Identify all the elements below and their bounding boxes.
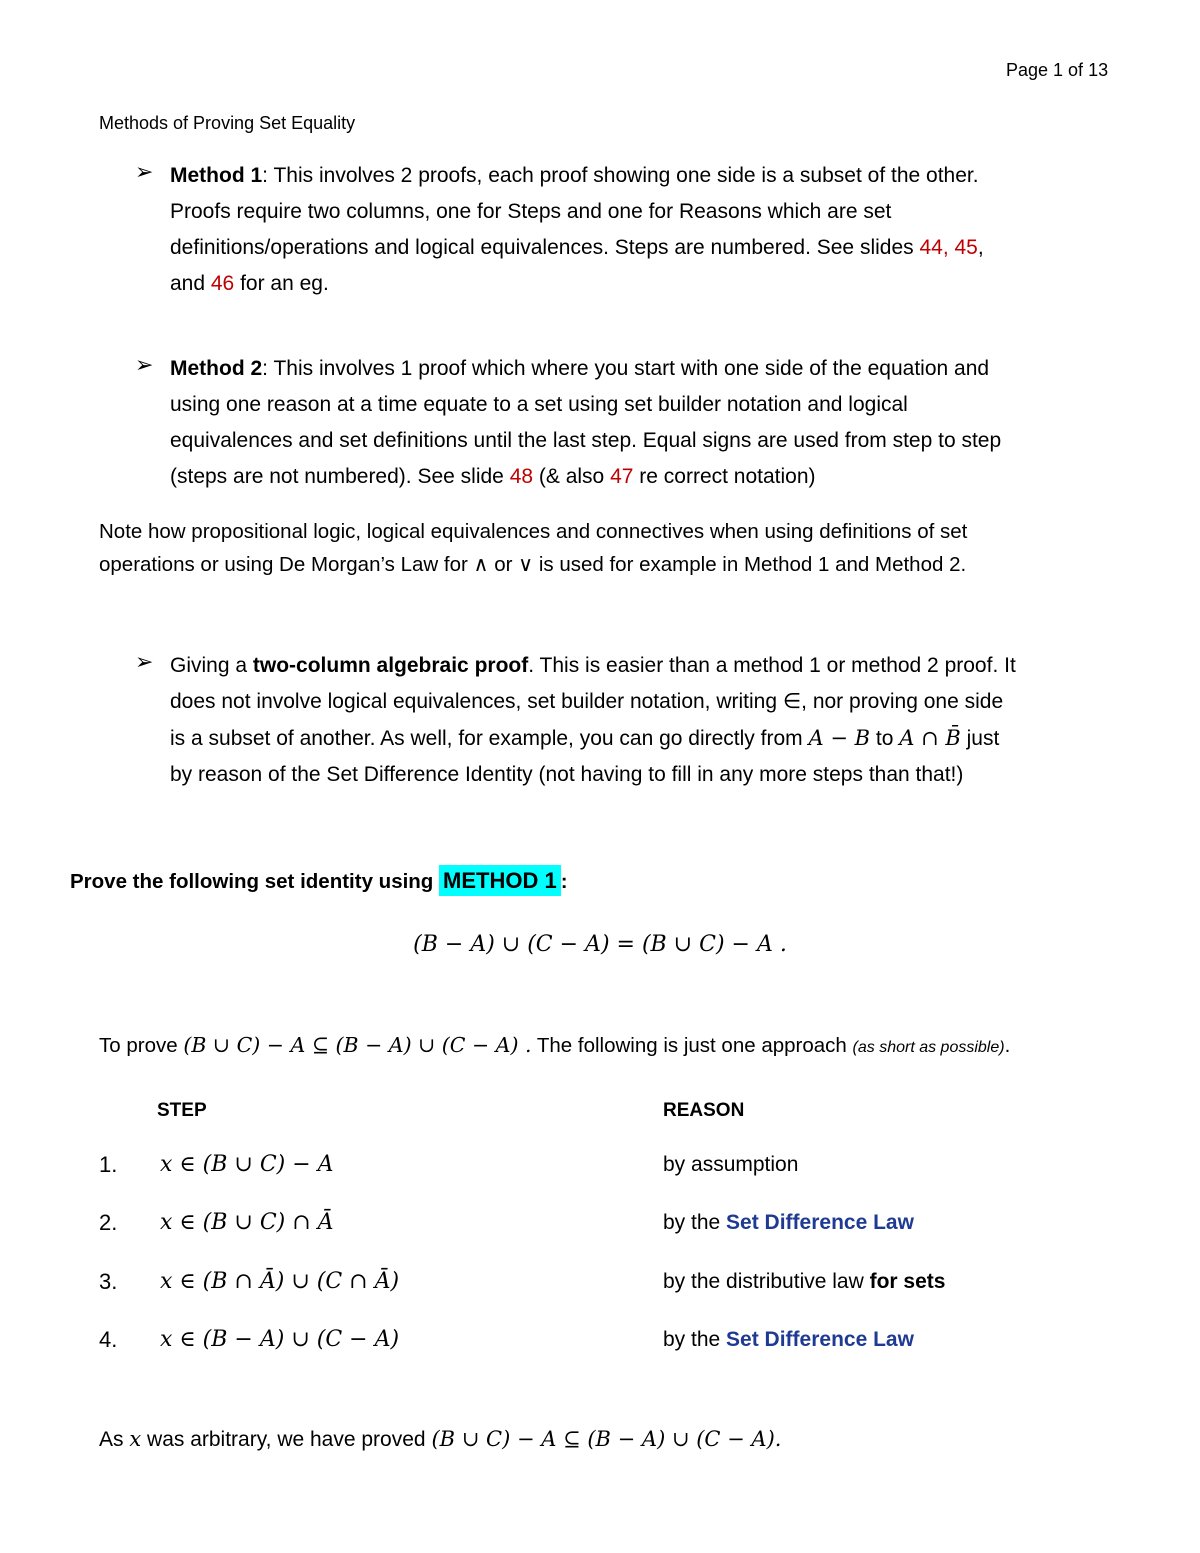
method2-label: Method 2: [170, 357, 263, 380]
method2-text: [170, 351, 1001, 495]
method1-label: Method 1: [170, 164, 263, 187]
intersection-complement-expr: A ∩ B̄: [899, 726, 961, 750]
slide-ref-48: 48: [509, 465, 534, 488]
step-column-header: STEP: [157, 1100, 207, 1121]
method2-line-1: [170, 351, 1001, 387]
twocol-line3-to: to: [870, 727, 900, 750]
method1-text: [170, 158, 984, 302]
method2-line-2: using one reason at a time equate to a set using set builder notation and logical: [170, 393, 908, 416]
method1-line1-text: This involves 2 proofs, each proof showing one side is a subset of the other.: [268, 164, 979, 187]
prove-heading-colon: :: [560, 870, 568, 893]
step-number: 2.: [99, 1210, 118, 1235]
to-prove-end: .: [1004, 1034, 1011, 1057]
method2-line-4: [170, 459, 1001, 495]
variable-x: x: [129, 1427, 142, 1451]
step-expression: x ∈ (B ∪ C) ∩ Ā: [160, 1210, 334, 1235]
set-difference-law-ref: Set Difference Law: [726, 1328, 914, 1351]
step-reason: [663, 1211, 914, 1235]
twocol-line-1: [170, 648, 1016, 684]
step-number: 3.: [99, 1269, 118, 1294]
step-reason: [663, 1153, 798, 1177]
method2-line4-end: re correct notation): [633, 465, 816, 488]
reason-text: by the: [663, 1211, 727, 1234]
prove-heading-text: Prove the following set identity using: [70, 870, 440, 893]
reason-text: by assumption: [663, 1153, 799, 1176]
method1-colon: :: [262, 164, 269, 187]
two-column-text: [170, 648, 1016, 793]
twocol-line3-text: is a subset of another. As well, for example, you can go directly from: [170, 727, 809, 750]
step-reason: [663, 1270, 945, 1294]
reason-column-header: REASON: [663, 1100, 745, 1121]
method1-line3-text: definitions/operations and logical equivalences. Steps are numbered. See slides: [170, 236, 920, 259]
twocol-line1-rest: . This is easier than a method 1 or method 2 proof. It: [528, 654, 1016, 677]
reason-text: by the: [663, 1328, 727, 1351]
slide-ref-46: 46: [210, 272, 235, 295]
method1-line-2: Proofs require two columns, one for Steps and one for Reasons which are set: [170, 200, 892, 223]
twocol-line-2: does not involve logical equivalences, set builder notation, writing ∈, nor proving one side: [170, 690, 1004, 713]
arrowhead-bullet-icon: ➢: [135, 650, 154, 675]
twocol-label: two-column algebraic proof: [252, 654, 529, 677]
note-line-1: Note how propositional logic, logical equivalences and connectives when using definitions of set: [99, 520, 968, 543]
page-number: Page 1 of 13: [1006, 60, 1109, 80]
conclusion-line: [99, 1427, 781, 1452]
reason-bold-text: for sets: [869, 1270, 946, 1293]
method1-line-1: [170, 158, 984, 194]
method1-highlight-label: METHOD 1: [439, 865, 561, 896]
step-number: 4.: [99, 1327, 118, 1352]
method2-line-3: equivalences and set definitions until the last step. Equal signs are used from step to step: [170, 429, 1002, 452]
step-number: 1.: [99, 1152, 118, 1177]
method1-line4-end: for an eg.: [234, 272, 329, 295]
step-expression: x ∈ (B − A) ∪ (C − A): [160, 1327, 400, 1352]
step-reason: [663, 1328, 914, 1352]
method2-line4-mid: (& also: [533, 465, 611, 488]
step-expression: x ∈ (B ∪ C) − A: [160, 1152, 334, 1177]
method2-colon: :: [262, 357, 269, 380]
method1-line-4: [170, 266, 984, 302]
twocol-line-3: [170, 720, 1016, 757]
slide-ref-45: 45: [954, 236, 978, 259]
twocol-intro: Giving a: [170, 654, 253, 677]
note-line-2: operations or using De Morgan’s Law for ∧ or ∨ is used for example in Method 1 and Method 2.: [99, 553, 967, 576]
set-identity-equation: (B − A) ∪ (C − A) = (B ∪ C) − A .: [413, 932, 787, 957]
reason-text: by the distributive law: [663, 1270, 870, 1293]
set-difference-expr: A − B: [808, 726, 871, 750]
method1-line3-end: ,: [977, 236, 984, 259]
to-prove-line: [99, 1033, 1010, 1058]
document-title: Methods of Proving Set Equality: [99, 113, 356, 133]
subset-expr: (B ∪ C) − A ⊆ (B − A) ∪ (C − A) .: [183, 1033, 532, 1057]
step-expression: x ∈ (B ∩ Ā) ∪ (C ∩ Ā): [160, 1269, 400, 1294]
slide-ref-separator: ,: [942, 236, 955, 259]
conclusion-expr: (B ∪ C) − A ⊆ (B − A) ∪ (C − A).: [431, 1427, 782, 1451]
method2-line4-text: (steps are not numbered). See slide: [170, 465, 510, 488]
method2-line1-text: This involves 1 proof which where you start with one side of the equation and: [268, 357, 990, 380]
method1-line-3: [170, 230, 984, 266]
conclusion-text: was arbitrary, we have proved: [141, 1428, 432, 1451]
conclusion-lead: As: [99, 1428, 130, 1451]
method1-line4-text: and: [170, 272, 211, 295]
twocol-line-4: by reason of the Set Difference Identity (not having to fill in any more steps than that!): [170, 763, 964, 786]
arrowhead-bullet-icon: ➢: [135, 353, 154, 378]
arrowhead-bullet-icon: ➢: [135, 160, 154, 185]
to-prove-text: The following is just one approach: [531, 1034, 853, 1057]
twocol-line3-end: just: [960, 727, 1000, 750]
note-paragraph: [99, 515, 967, 581]
prove-heading: [70, 868, 568, 894]
slide-ref-47: 47: [610, 465, 634, 488]
to-prove-lead: To prove: [99, 1034, 184, 1057]
set-difference-law-ref: Set Difference Law: [726, 1211, 914, 1234]
to-prove-aside: (as short as possible): [852, 1039, 1005, 1056]
slide-ref-44: 44: [919, 236, 943, 259]
